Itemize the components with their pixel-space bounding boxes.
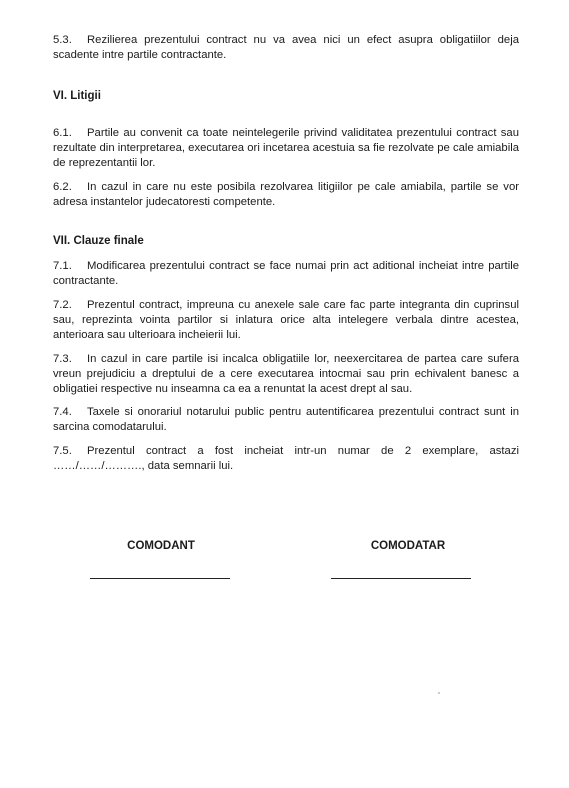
clause-text: In cazul in care nu este posibila rezolvarea litigiilor pe cale amiabila, partile se vor adresa instantelor judecatoresti competente. (53, 181, 519, 208)
clause-number: 7.3. (53, 353, 72, 365)
signature-line-comodant (90, 578, 230, 579)
clause-7-1 (53, 259, 519, 289)
clause-number: 7.1. (53, 260, 72, 272)
clause-text: Taxele si onorariul notarului public pentru autentificarea prezentului contract sunt in sarcina comodatarului. (53, 406, 519, 433)
clause-number: 6.1. (53, 127, 72, 139)
clause-text: Partile au convenit ca toate neintelegerile privind validitatea prezentului contract sau rezultate din interpretarea, executarea ori incetarea acestuia sa fie rezolvate pe cale amiabila de reprezentantii lor. (53, 127, 519, 169)
clause-text: Prezentul contract a fost incheiat intr-un numar de 2 exemplare, astazi ……/……/………., data semnarii lui. (53, 445, 519, 472)
clause-number: 7.5. (53, 445, 72, 457)
clause-7-4 (53, 405, 519, 435)
signature-label-comodatar: COMODATAR (370, 540, 446, 552)
clause-number: 6.2. (53, 181, 72, 193)
scan-speck (438, 692, 440, 694)
section-title-clauze-finale: VII. Clauze finale (53, 235, 144, 247)
signature-line-comodatar (331, 578, 471, 579)
clause-6-1 (53, 126, 519, 171)
clause-7-5 (53, 444, 519, 474)
clause-text: In cazul in care partile isi incalca obligatiile lor, neexercitarea de partea care sufera vreun prejudiciu a dreptului de a cere executarea intocmai sau prin echivalent banesc a obligatiei respective nu inseamna ca ea a renuntat la acest drept al sau. (53, 353, 519, 395)
clause-5-3 (53, 33, 519, 63)
section-title-litigii: VI. Litigii (53, 90, 101, 102)
clause-text: Rezilierea prezentului contract nu va avea nici un efect asupra obligatiilor deja scadente intre partile contractante. (53, 34, 519, 61)
clause-7-2 (53, 298, 519, 343)
clause-number: 5.3. (53, 34, 72, 46)
clause-number: 7.4. (53, 406, 72, 418)
clause-number: 7.2. (53, 299, 72, 311)
signature-label-comodant: COMODANT (127, 540, 195, 552)
clause-text: Modificarea prezentului contract se face numai prin act aditional incheiat intre partile contractante. (53, 260, 519, 287)
clause-7-3 (53, 352, 519, 397)
clause-text: Prezentul contract, impreuna cu anexele sale care fac parte integranta din cuprinsul sau, reprezinta vointa partilor si inlatura orice alta intelegere verbala dintre acestea, anterioara sau ulterioara incheierii lui. (53, 299, 519, 341)
clause-6-2 (53, 180, 519, 210)
